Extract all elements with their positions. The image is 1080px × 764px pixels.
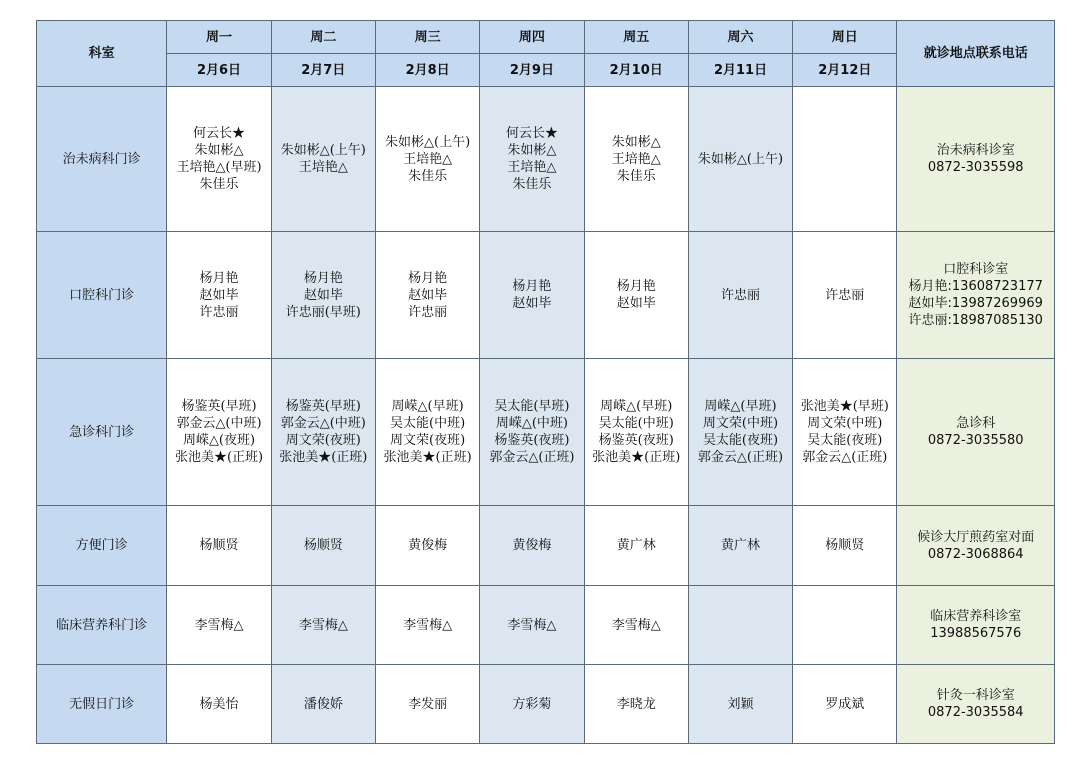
staff-name: 杨鉴英(早班): [285, 399, 361, 414]
contact-phone: 0872-3035580: [927, 433, 1024, 448]
staff-name: 黄广林: [616, 538, 656, 553]
staff-name: 吴太能(夜班): [807, 433, 883, 448]
dept-name-cell: 治未病科门诊: [37, 87, 167, 232]
schedule-cell: [375, 586, 479, 665]
schedule-cell: [688, 665, 792, 744]
staff-name: 郭金云△(正班): [489, 450, 575, 465]
staff-name: 周嵘△(早班): [704, 399, 777, 414]
staff-name: 刘颖: [727, 696, 754, 712]
schedule-cell: [167, 87, 271, 232]
schedule-cell: [375, 359, 479, 506]
table-row: [37, 506, 1055, 586]
staff-name: 杨月艳: [199, 270, 239, 286]
staff-name: 张池美★(正班): [279, 450, 368, 465]
schedule-cell: [793, 232, 897, 359]
contact-location: 治未病科诊室: [936, 143, 1015, 158]
schedule-cell: [584, 87, 688, 232]
schedule-cell: [480, 87, 584, 232]
staff-name: 张池美★(正班): [383, 450, 472, 465]
staff-name: 周嵘△(早班): [600, 399, 673, 414]
dept-name-cell: 口腔科门诊: [37, 232, 167, 359]
dept-column-header: 科室: [37, 21, 167, 87]
schedule-cell: [375, 665, 479, 744]
staff-name: 周文荣(中班): [702, 416, 779, 431]
staff-name: 杨鉴英(夜班): [598, 433, 674, 448]
table-row: [37, 359, 1055, 506]
contact-phone: 13988567576: [930, 626, 1022, 641]
staff-name: 张池美★(早班): [800, 399, 889, 414]
schedule-cell: [167, 506, 271, 586]
day-header-sat: 周六: [688, 21, 792, 54]
staff-name: 赵如毕: [303, 287, 343, 303]
staff-name: 杨美怡: [199, 696, 239, 712]
schedule-cell: [271, 87, 375, 232]
contact-location: 口腔科诊室: [943, 262, 1009, 277]
staff-name: 杨顺贤: [199, 538, 239, 553]
staff-name: 郭金云△(正班): [697, 450, 784, 465]
schedule-cell: [167, 586, 271, 665]
staff-name: 王培艳△: [298, 160, 348, 175]
staff-name: 朱如彬△(上午): [697, 151, 784, 167]
staff-name: 王培艳△: [507, 160, 557, 175]
staff-name: 朱如彬△(上午): [280, 143, 366, 158]
staff-name: 李雪梅△: [403, 617, 453, 633]
schedule-cell: [480, 665, 584, 744]
table-row: [37, 87, 1055, 232]
schedule-cell: [688, 586, 792, 665]
staff-name: 朱如彬△: [194, 143, 244, 158]
staff-name: 吴太能(早班): [494, 399, 570, 414]
staff-name: 杨顺贤: [825, 538, 865, 553]
staff-name: 杨月艳: [512, 279, 552, 294]
schedule-cell: [480, 232, 584, 359]
staff-name: 周文荣(夜班): [285, 433, 361, 448]
staff-name: 王培艳△: [611, 151, 661, 167]
staff-name: 何云长★: [193, 126, 246, 141]
schedule-cell: [271, 359, 375, 506]
staff-name: 郭金云△(正班): [802, 450, 888, 465]
schedule-cell: [688, 87, 792, 232]
day-header-thu: 周四: [480, 21, 584, 54]
contact-phone: 0872-3035598: [927, 160, 1024, 175]
schedule-cell: [271, 586, 375, 665]
date-header-thu: 2月9日: [480, 54, 584, 87]
staff-name: 许忠丽: [408, 304, 448, 320]
date-header-sat: 2月11日: [688, 54, 792, 87]
schedule-cell: [375, 506, 479, 586]
contact-cell: [897, 586, 1055, 665]
staff-name: 赵如毕: [616, 296, 656, 311]
staff-name: 杨鉴英(夜班): [494, 433, 570, 448]
contact-cell: [897, 232, 1055, 359]
schedule-cell: [375, 87, 479, 232]
schedule-cell: [688, 232, 792, 359]
table-body: [37, 87, 1055, 744]
schedule-cell: [584, 232, 688, 359]
schedule-cell: [793, 359, 897, 506]
day-header-tue: 周二: [271, 21, 375, 54]
staff-name: 杨月艳: [616, 279, 656, 294]
staff-name: 李晓龙: [616, 696, 656, 712]
schedule-cell: [167, 359, 271, 506]
table-row: [37, 232, 1055, 359]
staff-name: 杨月艳: [408, 270, 448, 286]
staff-name: 杨月艳: [303, 270, 343, 286]
contact-phone: 0872-3035584: [927, 705, 1024, 720]
schedule-cell: [480, 359, 584, 506]
contact-phone: 许忠丽:18987085130: [908, 313, 1043, 328]
date-header-sun: 2月12日: [793, 54, 897, 87]
staff-name: 赵如毕: [512, 296, 552, 311]
header-row-days: [37, 21, 1055, 54]
staff-name: 朱佳乐: [616, 168, 656, 184]
staff-name: 潘俊娇: [303, 696, 343, 712]
schedule-cell: [271, 232, 375, 359]
schedule-cell: [688, 506, 792, 586]
staff-name: 周文荣(中班): [807, 416, 883, 431]
schedule-cell: [271, 506, 375, 586]
staff-name: 张池美★(正班): [174, 450, 264, 465]
date-header-wed: 2月8日: [375, 54, 479, 87]
schedule-cell: [167, 232, 271, 359]
staff-name: 周嵘△(夜班): [182, 433, 256, 448]
schedule-cell: [584, 586, 688, 665]
staff-name: 许忠丽: [825, 287, 865, 303]
staff-name: 许忠丽(早班): [285, 304, 361, 320]
staff-name: 李雪梅△: [611, 617, 661, 633]
schedule-cell: [167, 665, 271, 744]
staff-name: 周嵘△(早班): [391, 399, 464, 414]
staff-name: 王培艳△(早班): [176, 160, 262, 175]
staff-name: 杨顺贤: [303, 538, 343, 553]
date-header-mon: 2月6日: [167, 54, 271, 87]
schedule-cell: [793, 87, 897, 232]
schedule-cell: [584, 359, 688, 506]
day-header-wed: 周三: [375, 21, 479, 54]
dept-name-cell: 方便门诊: [37, 506, 167, 586]
day-header-mon: 周一: [167, 21, 271, 54]
staff-name: 罗成斌: [825, 696, 865, 712]
schedule-cell: [688, 359, 792, 506]
staff-name: 李雪梅△: [507, 617, 557, 633]
day-header-sun: 周日: [793, 21, 897, 54]
staff-name: 许忠丽: [721, 287, 761, 303]
staff-name: 吴太能(夜班): [702, 433, 779, 448]
staff-name: 黄俊梅: [512, 538, 552, 553]
duty-schedule-table: [36, 20, 1055, 744]
contact-cell: [897, 359, 1055, 506]
table-row: [37, 586, 1055, 665]
staff-name: 方彩菊: [512, 696, 552, 712]
schedule-cell: [584, 506, 688, 586]
staff-name: 王培艳△: [403, 151, 453, 167]
staff-name: 黄广林: [721, 538, 761, 553]
staff-name: 朱如彬△: [507, 143, 557, 158]
contact-column-header: 就诊地点联系电话: [897, 21, 1055, 87]
staff-name: 郭金云△(中班): [176, 416, 262, 431]
staff-name: 朱佳乐: [512, 177, 552, 192]
date-header-fri: 2月10日: [584, 54, 688, 87]
dept-name-cell: 急诊科门诊: [37, 359, 167, 506]
schedule-cell: [793, 586, 897, 665]
table-row: [37, 665, 1055, 744]
schedule-cell: [480, 586, 584, 665]
staff-name: 吴太能(中班): [390, 416, 466, 431]
contact-cell: [897, 87, 1055, 232]
date-header-tue: 2月7日: [271, 54, 375, 87]
staff-name: 周文荣(夜班): [390, 433, 466, 448]
staff-name: 朱如彬△(上午): [385, 134, 471, 150]
schedule-cell: [480, 506, 584, 586]
schedule-cell: [584, 665, 688, 744]
staff-name: 何云长★: [505, 126, 558, 141]
staff-name: 赵如毕: [199, 287, 239, 303]
staff-name: 李发丽: [408, 696, 448, 712]
staff-name: 赵如毕: [408, 287, 448, 303]
schedule-cell: [375, 232, 479, 359]
table-header: [37, 21, 1055, 87]
contact-location: 临床营养科诊室: [930, 609, 1022, 624]
contact-cell: [897, 506, 1055, 586]
schedule-cell: [793, 665, 897, 744]
contact-cell: [897, 665, 1055, 744]
schedule-cell: [793, 506, 897, 586]
dept-name-cell: 无假日门诊: [37, 665, 167, 744]
staff-name: 朱如彬△: [611, 134, 661, 150]
staff-name: 朱佳乐: [408, 168, 448, 184]
staff-name: 杨鉴英(早班): [181, 399, 257, 414]
day-header-fri: 周五: [584, 21, 688, 54]
dept-name-cell: 临床营养科门诊: [37, 586, 167, 665]
staff-name: 许忠丽: [199, 304, 239, 320]
staff-name: 周嵘△(中班): [495, 416, 568, 431]
staff-name: 朱佳乐: [199, 177, 239, 192]
contact-phone: 赵如毕:13987269969: [908, 296, 1043, 311]
contact-location: 候诊大厅煎药室对面: [917, 529, 1035, 545]
contact-phone: 0872-3068864: [927, 546, 1024, 562]
staff-name: 李雪梅△: [298, 617, 348, 633]
contact-phone: 杨月艳:13608723177: [908, 279, 1043, 294]
staff-name: 吴太能(中班): [598, 416, 674, 431]
contact-location: 针灸一科诊室: [936, 688, 1015, 703]
staff-name: 黄俊梅: [408, 538, 448, 553]
staff-name: 李雪梅△: [194, 617, 244, 633]
schedule-cell: [271, 665, 375, 744]
staff-name: 郭金云△(中班): [280, 416, 366, 431]
contact-location: 急诊科: [956, 416, 996, 431]
staff-name: 张池美★(正班): [592, 450, 681, 465]
